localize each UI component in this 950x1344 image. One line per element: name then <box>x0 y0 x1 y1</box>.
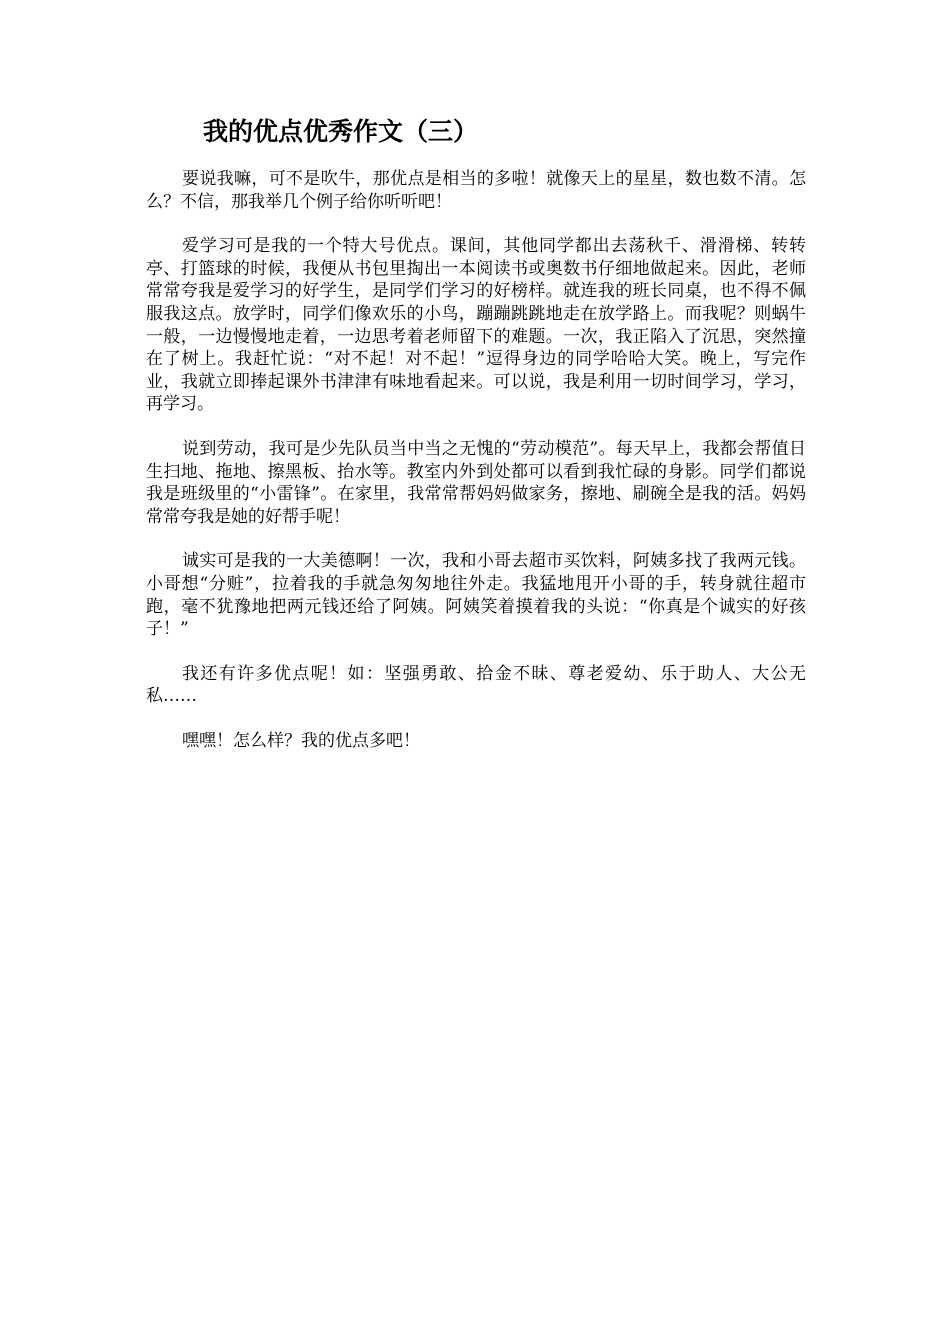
paragraph-honesty: 诚实可是我的一大美德啊！一次，我和小哥去超市买饮料，阿姨多找了我两元钱。小哥想“分赃”，拉着我的手就急匆匆地往外走。我猛地甩开小哥的手，转身就往超市跑，毫不犹豫地把两元钱还给了阿姨。阿姨笑着摸着我的头说：“你真是个诚实的好孩子！” <box>146 551 806 640</box>
paragraph-conclusion: 嘿嘿！怎么样？我的优点多吧！ <box>182 730 420 751</box>
document-title: 我的优点优秀作文（三） <box>203 117 479 146</box>
paragraph-intro: 要说我嘛，可不是吹牛，那优点是相当的多啦！就像天上的星星，数也数不清。怎么？不信，那我举几个例子给你听听吧！ <box>146 169 806 212</box>
paragraph-labor: 说到劳动，我可是少先队员当中当之无愧的“劳动模范”。每天早上，我都会帮值日生扫地、拖地、擦黑板、抬水等。教室内外到处都可以看到我忙碌的身影。同学们都说我是班级里的“小雷锋”。在家里，我常常帮妈妈做家务，擦地、刷碗全是我的活。妈妈常常夸我是她的好帮手呢！ <box>146 438 806 527</box>
paragraph-study: 爱学习可是我的一个特大号优点。课间，其他同学都出去荡秋千、滑滑梯、转转亭、打篮球的时候，我便从书包里掏出一本阅读书或奥数书仔细地做起来。因此，老师常常夸我是爱学习的好学生，是同学们学习的好榜样。就连我的班长同桌，也不得不佩服我这点。放学时，同学们像欢乐的小鸟，蹦蹦跳跳地走在放学路上。而我呢？则蜗牛一般，一边慢慢地走着，一边思考着老师留下的难题。一次，我正陷入了沉思，突然撞在了树上。我赶忙说：“对不起！对不起！”逗得身边的同学哈哈大笑。晚上，写完作业，我就立即捧起课外书津津有味地看起来。可以说，我是利用一切时间学习，学习，再学习。 <box>146 236 806 415</box>
paragraph-more-merits: 我还有许多优点呢！如：坚强勇敢、拾金不昧、尊老爱幼、乐于助人、大公无私…… <box>146 663 806 707</box>
document-body <box>146 168 806 774</box>
